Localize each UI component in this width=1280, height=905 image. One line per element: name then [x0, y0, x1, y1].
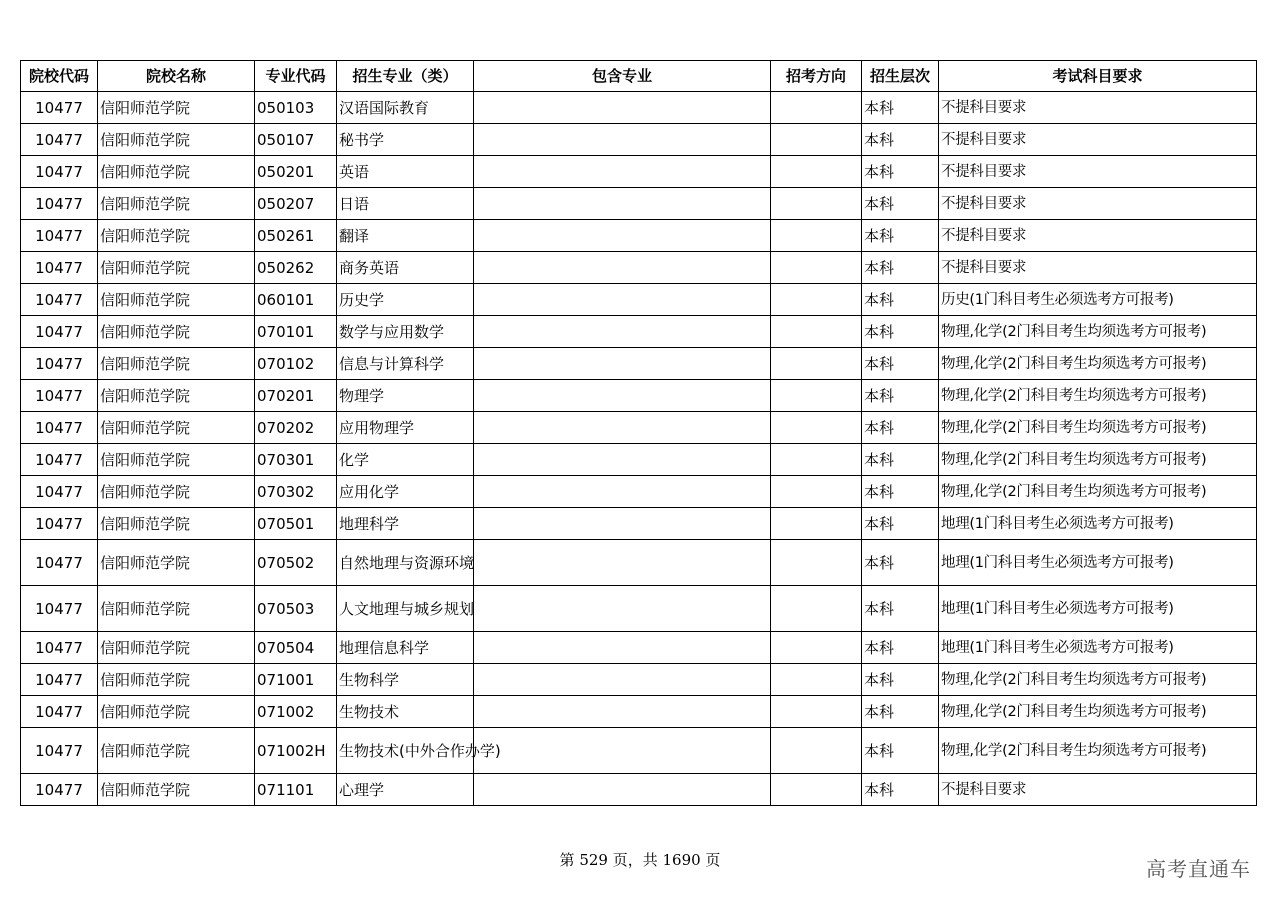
cell-major: 日语 — [337, 188, 474, 220]
cell-school-code: 10477 — [21, 156, 98, 188]
cell-direction — [771, 252, 862, 284]
cell-requirement: 物理,化学(2门科目考生均须选考方可报考) — [939, 476, 1257, 508]
cell-level: 本科 — [862, 380, 939, 412]
cell-requirement: 物理,化学(2门科目考生均须选考方可报考) — [939, 696, 1257, 728]
cell-school-name: 信阳师范学院 — [98, 380, 255, 412]
table-row — [21, 348, 1257, 380]
table-body — [21, 92, 1257, 806]
cell-requirement: 物理,化学(2门科目考生均须选考方可报考) — [939, 316, 1257, 348]
cell-direction — [771, 774, 862, 806]
cell-level: 本科 — [862, 586, 939, 632]
cell-level: 本科 — [862, 412, 939, 444]
cell-includes — [474, 586, 771, 632]
cell-school-name: 信阳师范学院 — [98, 696, 255, 728]
cell-school-code: 10477 — [21, 664, 98, 696]
cell-major: 英语 — [337, 156, 474, 188]
cell-school-name: 信阳师范学院 — [98, 220, 255, 252]
cell-major-code: 050201 — [255, 156, 337, 188]
cell-major: 生物技术(中外合作办学) — [337, 728, 474, 774]
table-row — [21, 92, 1257, 124]
cell-level: 本科 — [862, 508, 939, 540]
cell-includes — [474, 540, 771, 586]
cell-level: 本科 — [862, 696, 939, 728]
table-row — [21, 156, 1257, 188]
header-includes: 包含专业 — [474, 61, 771, 92]
cell-major-code: 060101 — [255, 284, 337, 316]
table-row — [21, 508, 1257, 540]
cell-level: 本科 — [862, 92, 939, 124]
cell-school-code: 10477 — [21, 540, 98, 586]
cell-school-code: 10477 — [21, 252, 98, 284]
cell-direction — [771, 284, 862, 316]
cell-major-code: 070504 — [255, 632, 337, 664]
cell-level: 本科 — [862, 316, 939, 348]
cell-school-name: 信阳师范学院 — [98, 284, 255, 316]
table-row — [21, 632, 1257, 664]
cell-requirement: 不提科目要求 — [939, 156, 1257, 188]
cell-school-code: 10477 — [21, 124, 98, 156]
cell-requirement: 不提科目要求 — [939, 774, 1257, 806]
table-row — [21, 476, 1257, 508]
table-row — [21, 380, 1257, 412]
cell-school-name: 信阳师范学院 — [98, 728, 255, 774]
cell-school-code: 10477 — [21, 380, 98, 412]
table-row — [21, 728, 1257, 774]
cell-level: 本科 — [862, 664, 939, 696]
cell-direction — [771, 476, 862, 508]
cell-school-code: 10477 — [21, 696, 98, 728]
cell-school-code: 10477 — [21, 774, 98, 806]
cell-direction — [771, 412, 862, 444]
cell-level: 本科 — [862, 188, 939, 220]
cell-direction — [771, 586, 862, 632]
header-major-code: 专业代码 — [255, 61, 337, 92]
cell-major-code: 070502 — [255, 540, 337, 586]
cell-includes — [474, 632, 771, 664]
cell-includes — [474, 92, 771, 124]
cell-direction — [771, 664, 862, 696]
table-row — [21, 252, 1257, 284]
header-requirement: 考试科目要求 — [939, 61, 1257, 92]
cell-requirement: 不提科目要求 — [939, 124, 1257, 156]
cell-includes — [474, 380, 771, 412]
cell-level: 本科 — [862, 252, 939, 284]
cell-includes — [474, 696, 771, 728]
cell-major: 历史学 — [337, 284, 474, 316]
table-row — [21, 696, 1257, 728]
cell-major-code: 050207 — [255, 188, 337, 220]
cell-includes — [474, 508, 771, 540]
cell-level: 本科 — [862, 540, 939, 586]
cell-school-code: 10477 — [21, 632, 98, 664]
cell-major-code: 050103 — [255, 92, 337, 124]
cell-major: 自然地理与资源环境 — [337, 540, 474, 586]
cell-major: 化学 — [337, 444, 474, 476]
cell-school-code: 10477 — [21, 284, 98, 316]
cell-major-code: 071002 — [255, 696, 337, 728]
cell-includes — [474, 284, 771, 316]
cell-school-code: 10477 — [21, 586, 98, 632]
cell-level: 本科 — [862, 156, 939, 188]
cell-school-code: 10477 — [21, 316, 98, 348]
cell-school-code: 10477 — [21, 92, 98, 124]
cell-includes — [474, 476, 771, 508]
cell-major: 应用化学 — [337, 476, 474, 508]
cell-school-name: 信阳师范学院 — [98, 774, 255, 806]
cell-includes — [474, 124, 771, 156]
cell-major-code: 071002H — [255, 728, 337, 774]
cell-major: 心理学 — [337, 774, 474, 806]
cell-major-code: 070503 — [255, 586, 337, 632]
cell-school-name: 信阳师范学院 — [98, 664, 255, 696]
cell-requirement: 不提科目要求 — [939, 188, 1257, 220]
table-row — [21, 586, 1257, 632]
cell-includes — [474, 412, 771, 444]
cell-major-code: 070301 — [255, 444, 337, 476]
page-number: 第 529 页，共 1690 页 — [559, 851, 721, 869]
cell-includes — [474, 188, 771, 220]
cell-school-name: 信阳师范学院 — [98, 252, 255, 284]
cell-major-code: 070101 — [255, 316, 337, 348]
table-row — [21, 124, 1257, 156]
watermark: 高考直通车 — [1146, 857, 1251, 881]
cell-level: 本科 — [862, 632, 939, 664]
table-row — [21, 540, 1257, 586]
header-major: 招生专业（类） — [337, 61, 474, 92]
cell-major: 地理信息科学 — [337, 632, 474, 664]
header-school-name: 院校名称 — [98, 61, 255, 92]
cell-direction — [771, 696, 862, 728]
cell-major-code: 070302 — [255, 476, 337, 508]
cell-direction — [771, 540, 862, 586]
cell-requirement: 物理,化学(2门科目考生均须选考方可报考) — [939, 728, 1257, 774]
cell-school-name: 信阳师范学院 — [98, 586, 255, 632]
cell-school-code: 10477 — [21, 348, 98, 380]
table-row — [21, 188, 1257, 220]
cell-school-name: 信阳师范学院 — [98, 188, 255, 220]
cell-level: 本科 — [862, 774, 939, 806]
cell-direction — [771, 728, 862, 774]
cell-includes — [474, 316, 771, 348]
cell-school-code: 10477 — [21, 508, 98, 540]
cell-requirement: 物理,化学(2门科目考生均须选考方可报考) — [939, 664, 1257, 696]
cell-requirement: 历史(1门科目考生必须选考方可报考) — [939, 284, 1257, 316]
cell-level: 本科 — [862, 476, 939, 508]
cell-school-name: 信阳师范学院 — [98, 412, 255, 444]
cell-major-code: 050262 — [255, 252, 337, 284]
cell-school-name: 信阳师范学院 — [98, 632, 255, 664]
cell-requirement: 物理,化学(2门科目考生均须选考方可报考) — [939, 412, 1257, 444]
admissions-table — [20, 60, 1257, 806]
cell-school-code: 10477 — [21, 220, 98, 252]
cell-includes — [474, 774, 771, 806]
cell-includes — [474, 220, 771, 252]
table-row — [21, 774, 1257, 806]
cell-direction — [771, 124, 862, 156]
cell-level: 本科 — [862, 124, 939, 156]
cell-school-code: 10477 — [21, 188, 98, 220]
cell-requirement: 不提科目要求 — [939, 92, 1257, 124]
cell-school-code: 10477 — [21, 728, 98, 774]
table-row — [21, 316, 1257, 348]
table-row — [21, 444, 1257, 476]
table-row — [21, 284, 1257, 316]
table-row — [21, 220, 1257, 252]
cell-direction — [771, 92, 862, 124]
cell-level: 本科 — [862, 444, 939, 476]
header-row — [21, 61, 1257, 92]
cell-requirement: 地理(1门科目考生必须选考方可报考) — [939, 540, 1257, 586]
cell-major: 应用物理学 — [337, 412, 474, 444]
cell-level: 本科 — [862, 220, 939, 252]
cell-level: 本科 — [862, 728, 939, 774]
cell-major: 汉语国际教育 — [337, 92, 474, 124]
cell-major-code: 050261 — [255, 220, 337, 252]
cell-school-name: 信阳师范学院 — [98, 348, 255, 380]
header-level: 招生层次 — [862, 61, 939, 92]
cell-direction — [771, 220, 862, 252]
cell-major-code: 050107 — [255, 124, 337, 156]
cell-requirement: 不提科目要求 — [939, 220, 1257, 252]
cell-direction — [771, 444, 862, 476]
cell-major: 数学与应用数学 — [337, 316, 474, 348]
cell-school-name: 信阳师范学院 — [98, 156, 255, 188]
cell-includes — [474, 348, 771, 380]
cell-major-code: 070501 — [255, 508, 337, 540]
cell-includes — [474, 728, 771, 774]
cell-direction — [771, 348, 862, 380]
cell-includes — [474, 156, 771, 188]
cell-includes — [474, 664, 771, 696]
cell-school-code: 10477 — [21, 444, 98, 476]
table-row — [21, 664, 1257, 696]
cell-includes — [474, 252, 771, 284]
cell-major-code: 070201 — [255, 380, 337, 412]
cell-major: 商务英语 — [337, 252, 474, 284]
cell-requirement: 物理,化学(2门科目考生均须选考方可报考) — [939, 348, 1257, 380]
cell-major: 秘书学 — [337, 124, 474, 156]
cell-direction — [771, 632, 862, 664]
cell-major: 生物科学 — [337, 664, 474, 696]
cell-direction — [771, 508, 862, 540]
cell-level: 本科 — [862, 348, 939, 380]
cell-major-code: 070202 — [255, 412, 337, 444]
cell-major: 物理学 — [337, 380, 474, 412]
cell-school-name: 信阳师范学院 — [98, 540, 255, 586]
cell-major: 人文地理与城乡规划 — [337, 586, 474, 632]
cell-school-code: 10477 — [21, 412, 98, 444]
cell-requirement: 地理(1门科目考生必须选考方可报考) — [939, 586, 1257, 632]
cell-major: 翻译 — [337, 220, 474, 252]
cell-direction — [771, 156, 862, 188]
cell-major: 生物技术 — [337, 696, 474, 728]
cell-requirement: 物理,化学(2门科目考生均须选考方可报考) — [939, 380, 1257, 412]
cell-major: 地理科学 — [337, 508, 474, 540]
cell-direction — [771, 380, 862, 412]
cell-direction — [771, 188, 862, 220]
cell-major-code: 071101 — [255, 774, 337, 806]
cell-direction — [771, 316, 862, 348]
header-school-code: 院校代码 — [21, 61, 98, 92]
cell-school-name: 信阳师范学院 — [98, 316, 255, 348]
header-direction: 招考方向 — [771, 61, 862, 92]
cell-school-name: 信阳师范学院 — [98, 444, 255, 476]
cell-school-name: 信阳师范学院 — [98, 92, 255, 124]
cell-requirement: 不提科目要求 — [939, 252, 1257, 284]
cell-requirement: 地理(1门科目考生必须选考方可报考) — [939, 508, 1257, 540]
cell-major-code: 070102 — [255, 348, 337, 380]
cell-level: 本科 — [862, 284, 939, 316]
cell-school-name: 信阳师范学院 — [98, 124, 255, 156]
cell-school-name: 信阳师范学院 — [98, 476, 255, 508]
cell-includes — [474, 444, 771, 476]
table-row — [21, 412, 1257, 444]
cell-school-code: 10477 — [21, 476, 98, 508]
cell-major: 信息与计算科学 — [337, 348, 474, 380]
cell-requirement: 物理,化学(2门科目考生均须选考方可报考) — [939, 444, 1257, 476]
cell-major-code: 071001 — [255, 664, 337, 696]
cell-requirement: 地理(1门科目考生必须选考方可报考) — [939, 632, 1257, 664]
cell-school-name: 信阳师范学院 — [98, 508, 255, 540]
